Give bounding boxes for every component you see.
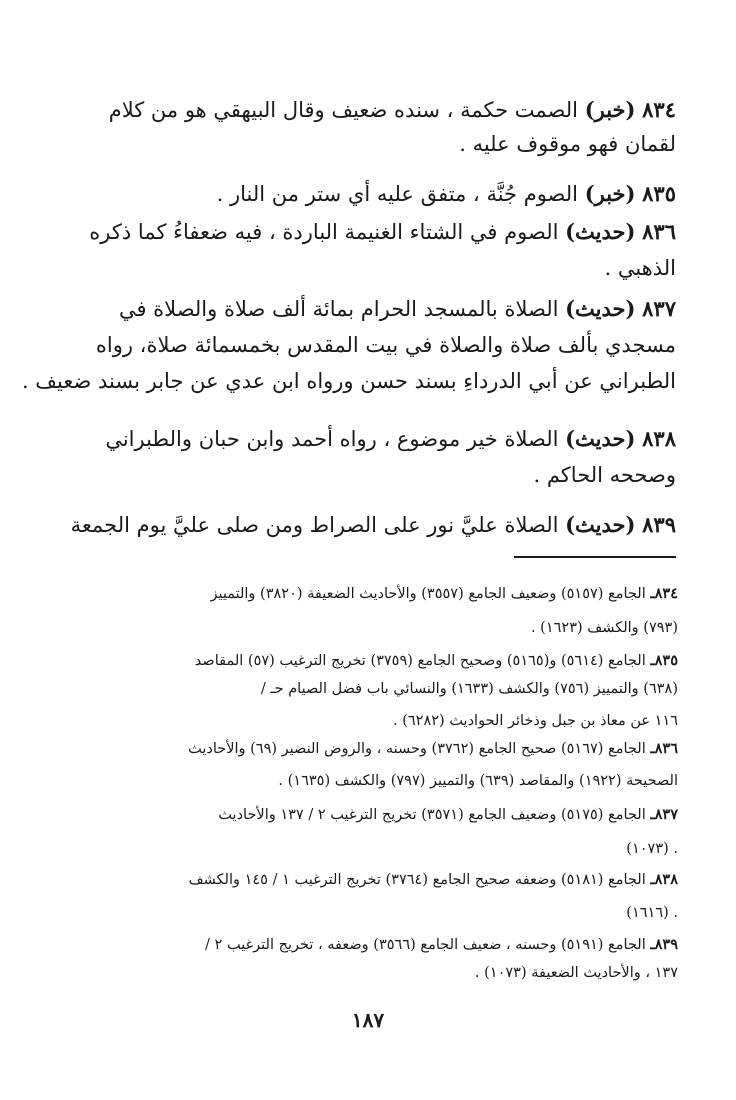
entry-number: ٨٣٦ [642,219,676,244]
entry-number: ٨٣٩ [642,512,676,537]
footnote-836-line-2: الصحيحة (١٩٢٢) والمقاصد (٦٣٩) والتمييز (٧٩٧) والكشف (١٦٣٥) . [278,773,678,789]
footnote-837-line-1 [218,804,678,826]
entry-number: ٨٣٥ [642,181,676,206]
entry-number: ٨٣٤ [642,97,676,122]
footnote-835-line-1 [195,650,678,672]
footnote-834-line-1 [210,583,678,605]
footnote-839-line-2: ١٣٧ ، والأحاديث الضعيفة (١٠٧٣) . [474,965,678,981]
entry-text: الصلاة بالمسجد الحرام بمائة ألف صلاة والصلاة في [118,297,559,321]
footnote-837-line-2: (١٠٧٣) . [626,841,678,857]
entry-837-line-1 [119,294,676,324]
entry-type: (حديث) [565,426,636,451]
footnote-text: الجامع (٥٦١٤) و(٥١٦٥) وصحيح الجامع (٣٧٥٩) تخريج الترغيب (٥٧) المقاصد [194,653,646,669]
footnote-839-line-1 [205,934,678,956]
entry-text: الصمت حكمة ، سنده ضعيف وقال البيهقي هو من كلام [108,98,578,122]
footnote-834-line-2: (٧٩٣) والكشف (١٦٢٣) . [530,620,678,636]
footnote-836-line-1 [188,738,678,760]
footnote-text: الجامع (٥١٩١) وحسنه ، ضعيف الجامع (٣٥٦٦) وضعفه ، تخريج الترغيب ٢ / [205,937,646,953]
footnote-text: الجامع (٥١٨١) وضعفه صحيح الجامع (٣٧٦٤) تخريج الترغيب ١ / ١٤٥ والكشف [188,872,646,888]
footnote-text: الجامع (٥١٧٥) وضعيف الجامع (٣٥٧١) تخريج الترغيب ٢ / ١٣٧ والأحاديث [218,807,646,823]
footnote-838-line-2: (١٦١٦) . [626,905,678,921]
entry-number: ٨٣٨ [642,426,676,451]
footnote-id: ٨٣٧ـ [650,806,678,823]
footnote-id: ٨٣٦ـ [650,740,678,757]
footnote-divider [514,556,676,558]
footnote-835-line-2: (٦٣٨) والتمييز (٧٥٦) والكشف (١٦٣٣) والنسائي باب فضل الصيام حـ / [260,681,678,697]
footnote-838-line-1 [189,869,678,891]
entry-type: (خبر) [584,97,636,122]
entry-number: ٨٣٧ [642,296,676,321]
entry-type: (حديث) [565,219,636,244]
footnote-id: ٨٣٩ـ [650,936,678,953]
entry-type: (حديث) [565,512,636,537]
footnote-id: ٨٣٨ـ [650,871,678,888]
entry-type: (خبر) [584,181,636,206]
entry-text: الصلاة عليَّ نور على الصراط ومن صلى عليَّ يوم الجمعة [70,513,559,537]
entry-text: الصوم جُنَّة ، متفق عليه أي ستر من النار . [216,182,578,206]
entry-836-line-1 [89,217,676,247]
entry-838-line-1 [105,424,676,454]
footnote-text: الجامع (٥١٦٧) صحيح الجامع (٣٧٦٢) وحسنه ، والروض النضير (٦٩) والأحاديث [188,741,646,757]
footnote-text: الجامع (٥١٥٧) وضعيف الجامع (٣٥٥٧) والأحاديث الضعيفة (٣٨٢٠) والتمييز [210,586,646,602]
entry-839-line-1 [71,510,676,540]
entry-text: الصوم في الشتاء الغنيمة الباردة ، فيه ضعفاءُ كما ذكره [89,220,559,244]
entry-834-line-2: لقمان فهو موقوف عليه . [459,132,676,156]
entry-type: (حديث) [565,296,636,321]
entry-837-line-2: مسجدي بألف صلاة والصلاة في بيت المقدس بخمسمائة صلاة، رواه [95,333,676,357]
footnote-835-line-3: ١١٦ عن معاذ بن جبل وذخائر الحواديث (٦٢٨٢) . [393,713,678,729]
entry-text: الصلاة خير موضوع ، رواه أحمد وابن حبان والطبراني [105,427,559,451]
entry-834-line-1 [109,95,676,125]
entry-836-line-2: الذهبي . [604,256,676,280]
footnote-id: ٨٣٥ـ [650,652,678,669]
entry-838-line-2: وصححه الحاكم . [533,463,676,487]
footnote-id: ٨٣٤ـ [650,585,678,602]
entry-837-line-3: الطبراني عن أبي الدرداءِ بسند حسن ورواه ابن عدي عن جابر بسند ضعيف . [21,369,676,393]
entry-835-line-1 [217,179,676,209]
page-number: ١٨٧ [351,1008,385,1032]
